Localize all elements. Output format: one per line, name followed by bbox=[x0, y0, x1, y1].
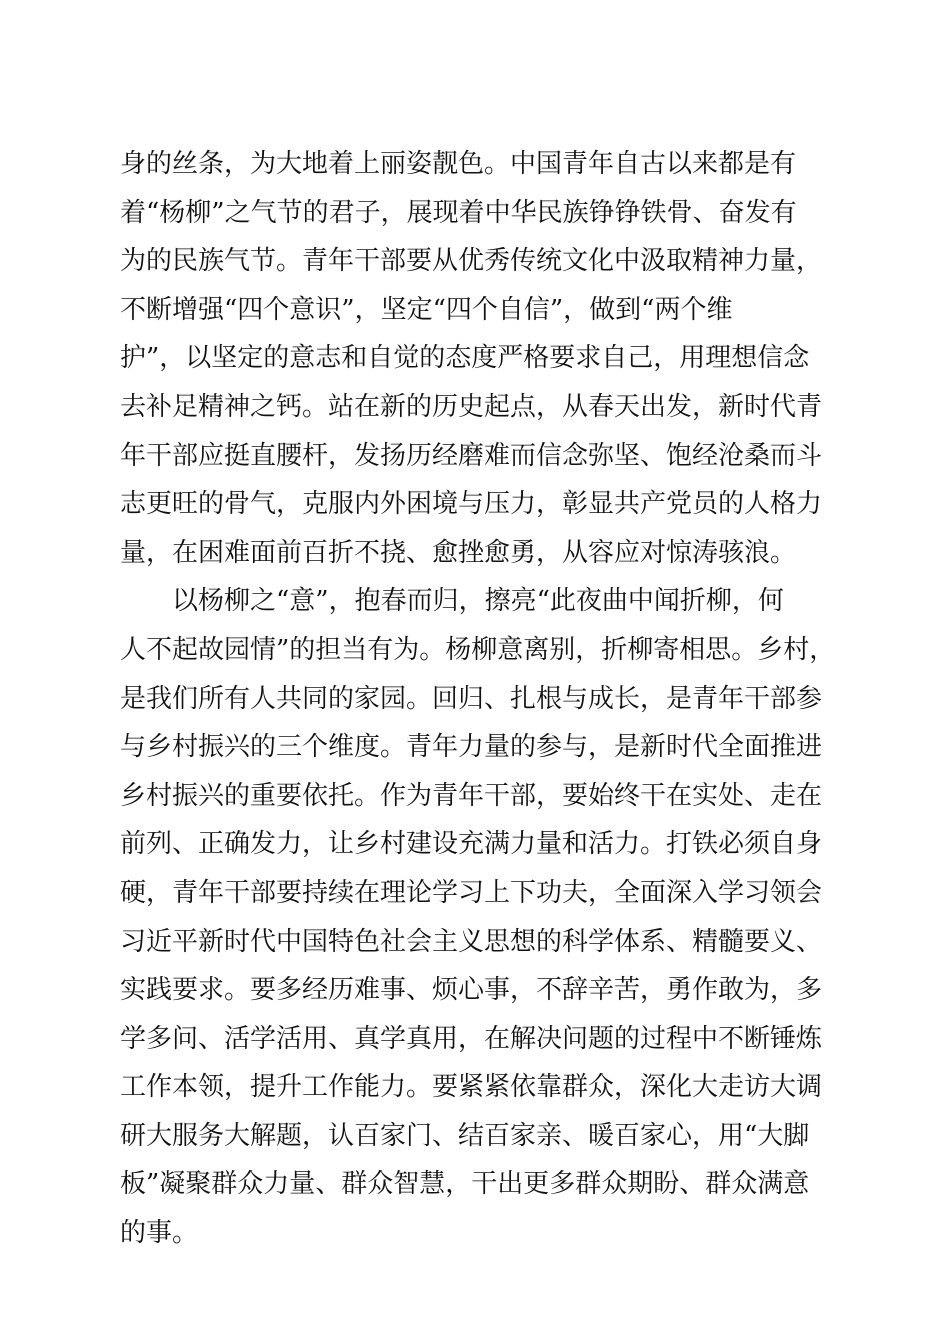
paragraph-line: 是我们所有人共同的家园。回归、扎根与成长，是青年干部参 bbox=[120, 683, 823, 714]
paragraph-line: 着“杨柳”之气节的君子，展现着中华民族铮铮铁骨、奋发有 bbox=[120, 197, 797, 228]
paragraph-line: 前列、正确发力，让乡村建设充满力量和活力。打铁必须自身 bbox=[120, 829, 823, 860]
paragraph-line: 板”凝聚群众力量、群众智慧，干出更多群众期盼、群众满意 bbox=[120, 1169, 810, 1200]
paragraph-1 bbox=[120, 140, 840, 577]
paragraph-line: 量，在困难面前百折不挠、愈挫愈勇，从容应对惊涛骇浪。 bbox=[120, 537, 797, 568]
paragraph-line: 习近平新时代中国特色社会主义思想的科学体系、精髓要义、 bbox=[120, 926, 823, 957]
paragraph-line: 人不起故园情”的担当有为。杨柳意离别，折柳寄相思。乡村， bbox=[120, 634, 836, 665]
paragraph-line: 不断增强“四个意识”，坚定“四个自信”，做到“两个维 bbox=[120, 294, 733, 325]
paragraph-line: 硬，青年干部要持续在理论学习上下功夫，全面深入学习领会 bbox=[120, 877, 823, 908]
paragraph-line: 乡村振兴的重要依托。作为青年干部，要始终干在实处、走在 bbox=[120, 780, 823, 811]
paragraph-line: 的事。 bbox=[120, 1218, 199, 1249]
paragraph-line: 工作本领，提升工作能力。要紧紧依靠群众，深化大走访大调 bbox=[120, 1072, 823, 1103]
document-body bbox=[120, 140, 840, 1258]
paragraph-line: 研大服务大解题，认百家门、结百家亲、暖百家心，用“大脚 bbox=[120, 1120, 810, 1151]
paragraph-line: 以杨柳之“意”，抱春而归，擦亮“此夜曲中闻折柳，何 bbox=[172, 586, 784, 617]
paragraph-line: 去补足精神之钙。站在新的历史起点，从春天出发，新时代青 bbox=[120, 391, 823, 422]
paragraph-line: 实践要求。要多经历难事、烦心事，不辞辛苦，勇作敢为，多 bbox=[120, 975, 823, 1006]
paragraph-line: 为的民族气节。青年干部要从优秀传统文化中汲取精神力量， bbox=[120, 246, 823, 277]
paragraph-2 bbox=[120, 577, 840, 1257]
paragraph-line: 年干部应挺直腰杆，发扬历经磨难而信念弥坚、饱经沧桑而斗 bbox=[120, 440, 823, 471]
paragraph-line: 志更旺的骨气，克服内外困境与压力，彰显共产党员的人格力 bbox=[120, 489, 823, 520]
paragraph-line: 学多问、活学活用、真学真用，在解决问题的过程中不断锤炼 bbox=[120, 1023, 823, 1054]
paragraph-line: 身的丝条，为大地着上丽姿靓色。中国青年自古以来都是有 bbox=[120, 149, 797, 179]
paragraph-line: 与乡村振兴的三个维度。青年力量的参与，是新时代全面推进 bbox=[120, 732, 823, 763]
paragraph-line: 护”，以坚定的意志和自觉的态度严格要求自己，用理想信念 bbox=[120, 343, 810, 374]
